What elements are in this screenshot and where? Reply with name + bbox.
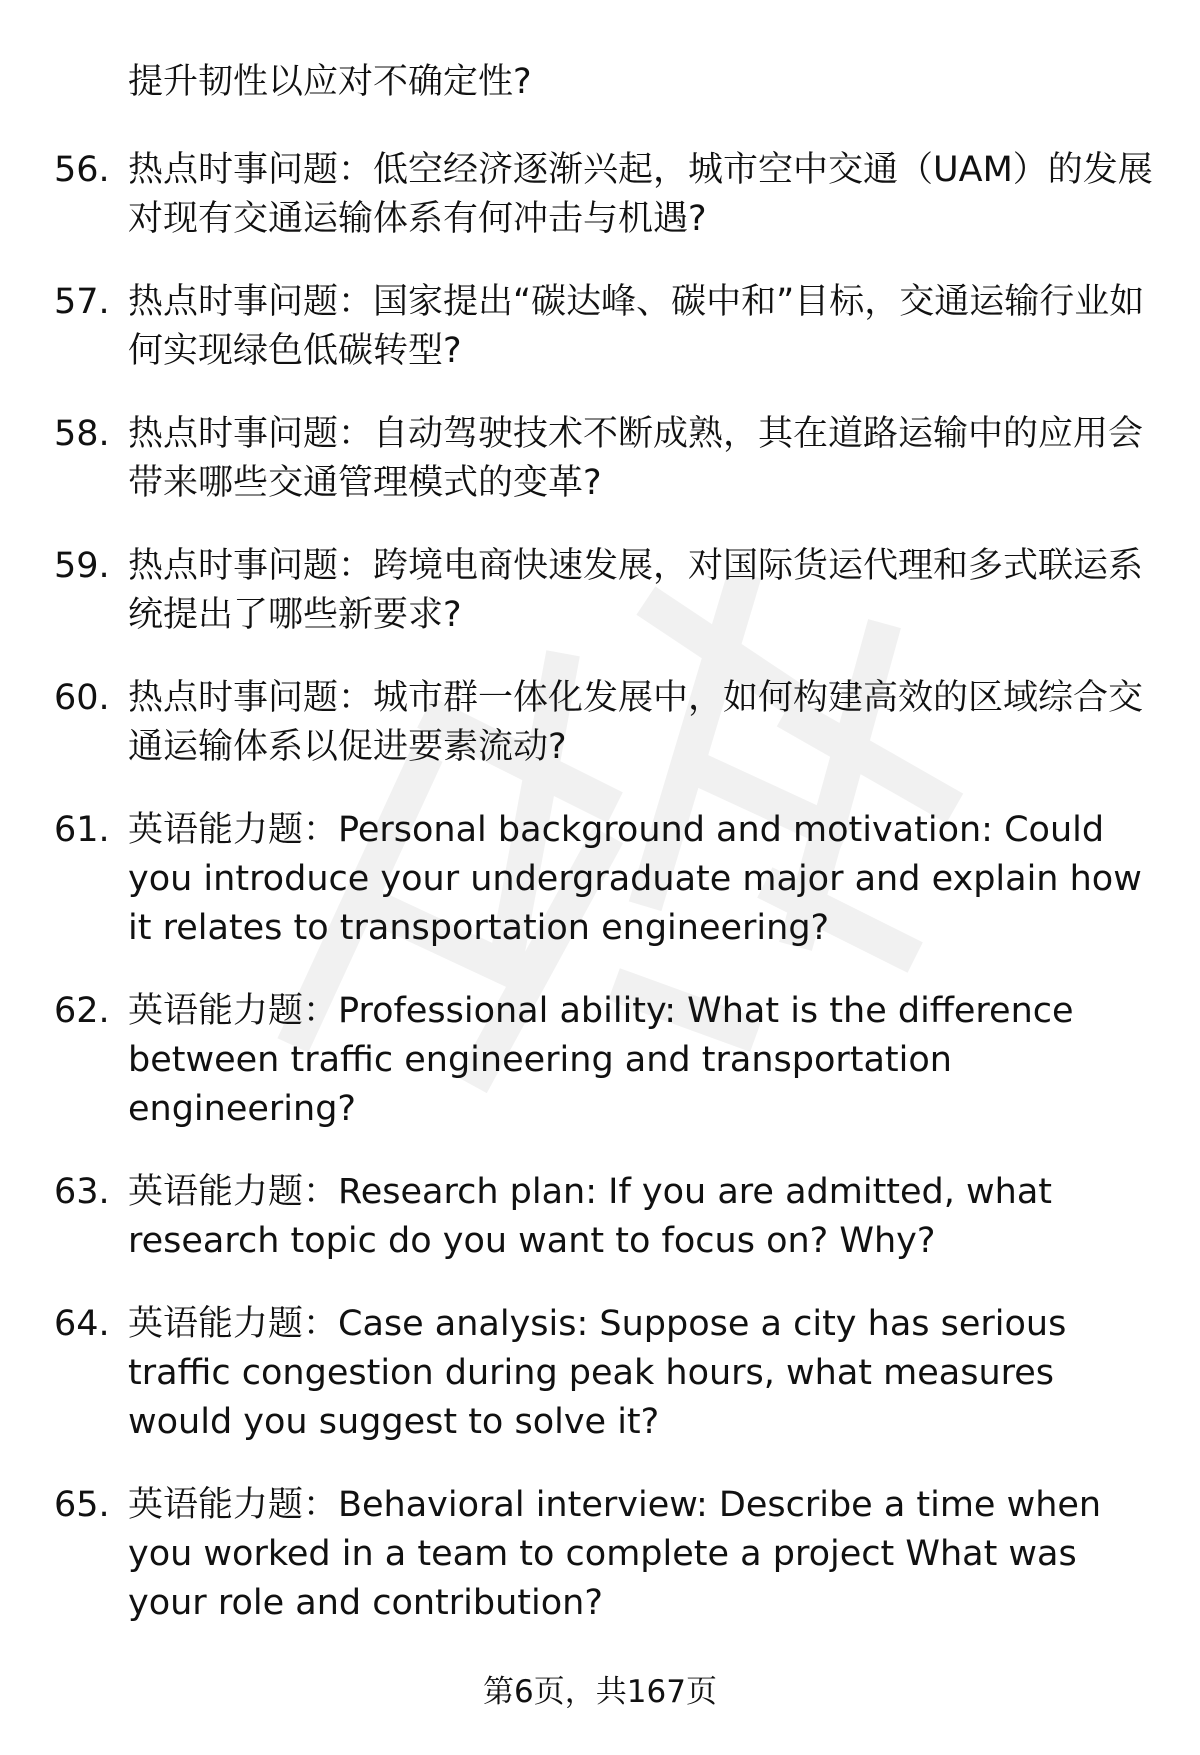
question-text: 热点时事问题：跨境电商快速发展，对国际货运代理和多式联运系统提出了哪些新要求? [128,546,1144,635]
question-number: 56. [54,150,110,190]
list-item [0,987,1200,1134]
question-number: 59. [54,546,110,586]
question-text: 热点时事问题：国家提出“碳达峰、碳中和”目标，交通运输行业如何实现绿色低碳转型? [128,282,1145,371]
question-number: 65. [54,1485,110,1525]
page-footer: 第6页，共167页 [483,1674,717,1710]
list-item [0,146,1200,244]
question-text: 英语能力题：Research plan: If you are admitted, what research topic do you want to focus on? Why? [128,1172,1052,1261]
question-text: 热点时事问题：自动驾驶技术不断成熟，其在道路运输中的应用会带来哪些交通管理模式的变革? [128,414,1144,503]
list-item [0,542,1200,640]
list-item [0,410,1200,508]
question-number: 64. [54,1304,110,1344]
question-number: 57. [54,282,110,322]
question-number: 58. [54,414,110,454]
list-item [0,278,1200,376]
question-text: 热点时事问题：低空经济逐渐兴起，城市空中交通（UAM）的发展对现有交通运输体系有何冲击与机遇? [128,150,1153,239]
question-text: 英语能力题：Behavioral interview: Describe a time when you worked in a team to complete a project What was your role and contribution? [128,1485,1102,1623]
list-item [0,674,1200,772]
question-text: 热点时事问题：城市群一体化发展中，如何构建高效的区域综合交通运输体系以促进要素流动? [128,678,1144,767]
list-item [0,806,1200,953]
question-text: 英语能力题：Personal background and motivation: Could you introduce your undergraduate major and explain how it relates to transportation engineering? [128,810,1142,948]
list-item [0,1481,1200,1628]
continued-question-text: 提升韧性以应对不确定性? [128,62,532,102]
question-number: 61. [54,810,110,850]
question-list [0,146,1200,1662]
question-text: 英语能力题：Professional ability: What is the difference between traffic engineering and transportation engineering? [128,991,1074,1129]
list-item [0,1168,1200,1266]
list-item [0,1300,1200,1447]
question-text: 英语能力题：Case analysis: Suppose a city has serious traffic congestion during peak hours, what measures would you suggest to solve it? [128,1304,1067,1442]
question-number: 60. [54,678,110,718]
question-number: 63. [54,1172,110,1212]
question-number: 62. [54,991,110,1031]
